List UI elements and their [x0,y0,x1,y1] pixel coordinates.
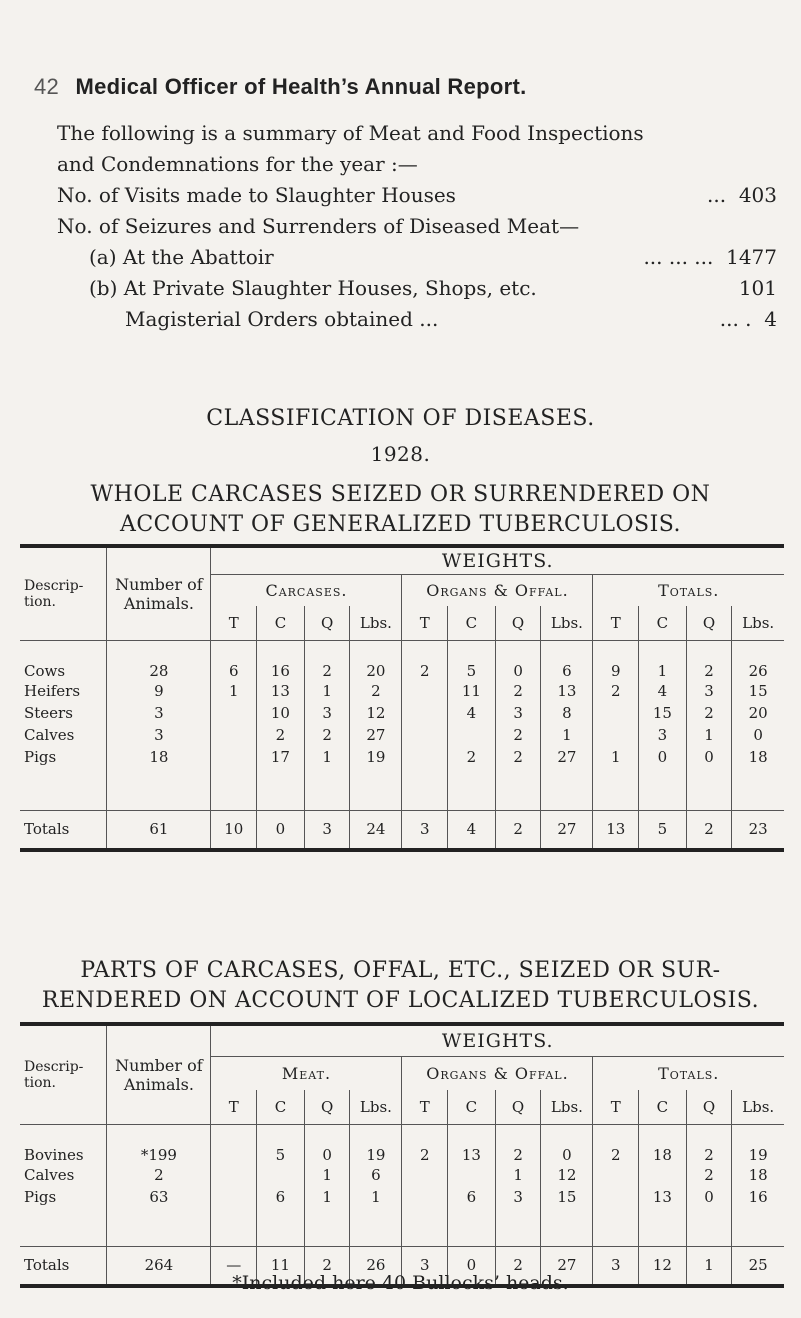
col-header-description: Descrip-tion. [24,577,84,610]
row-description: Bovines [24,1146,84,1164]
weight-cell [593,1164,639,1186]
weight-cell: 15 [732,680,784,702]
abattoir-label: (a) At the Abattoir [89,245,274,269]
unit-header: T [402,606,448,640]
table-row [20,680,784,702]
group-header-organs-offal: Organs & Offal. [402,574,593,606]
weight-cell: 2 [448,746,496,768]
row-description: Calves [24,1166,75,1184]
group-header-meat: Meat. [211,1056,402,1090]
weight-cell: 27 [541,746,593,768]
totals-weight-cell: 5 [639,810,687,850]
weight-cell: 2 [686,1164,732,1186]
weight-cell [211,1186,257,1208]
weight-cell: 5 [257,1124,305,1164]
weight-cell: 1 [304,1164,350,1186]
row-animal-count: 3 [107,724,211,746]
weight-cell: 2 [304,724,350,746]
col-header-weights: WEIGHTS. [211,1024,784,1056]
weight-cell [402,702,448,724]
row-description: Pigs [24,1188,57,1206]
weight-cell [211,702,257,724]
table-row [20,1124,784,1164]
weight-cell: 0 [304,1124,350,1164]
abattoir-row [57,242,777,273]
weight-cell: 2 [304,640,350,680]
classification-title: CLASSIFICATION OF DISEASES. [206,406,595,431]
unit-header: Lbs. [350,1090,402,1124]
row-animal-count: 18 [107,746,211,768]
unit-header: C [639,606,687,640]
weight-cell: 1 [593,746,639,768]
weight-cell: 2 [350,680,402,702]
unit-header: T [211,606,257,640]
row-description: Calves [24,726,75,744]
weight-cell: 26 [732,640,784,680]
table1-body [20,640,784,810]
table1-title-line2: ACCOUNT OF GENERALIZED TUBERCULOSIS. [119,512,682,537]
totals-weight-cell: 3 [304,810,350,850]
unit-header: Lbs. [732,606,784,640]
table2-body [20,1124,784,1246]
weight-cell [448,1164,496,1186]
private-label: (b) At Private Slaughter Houses, Shops, etc. [89,276,537,300]
weight-cell [593,1186,639,1208]
weight-cell: 6 [541,640,593,680]
weight-cell: 0 [495,640,541,680]
weight-cell: 2 [495,724,541,746]
weight-cell: 2 [593,680,639,702]
intro-line-2: and Condemnations for the year :— [57,152,418,176]
totals-weight-cell: 2 [686,810,732,850]
table-row [20,640,784,680]
orders-row [57,304,777,335]
weight-cell: 3 [495,702,541,724]
weight-cell [402,724,448,746]
weight-cell: 1 [350,1186,402,1208]
orders-value: 4 [764,307,777,331]
row-animal-count: 3 [107,702,211,724]
col-header-description: Descrip-tion. [24,1058,84,1091]
table-row [20,1186,784,1208]
weight-cell [593,702,639,724]
weight-cell: 0 [686,1186,732,1208]
totals-weight-cell: 24 [350,810,402,850]
row-animal-count: 28 [107,640,211,680]
totals-weight-cell: 10 [211,810,257,850]
weight-cell: 2 [495,746,541,768]
totals-weight-cell: 23 [732,810,784,850]
weight-cell: 2 [402,1124,448,1164]
weight-cell: 20 [350,640,402,680]
visits-label: No. of Visits made to Slaughter Houses [57,183,456,207]
report-title: Medical Officer of Health’s Annual Report. [75,74,527,99]
weight-cell: 16 [732,1186,784,1208]
weight-cell: 6 [257,1186,305,1208]
weight-cell: 16 [257,640,305,680]
weight-cell: 13 [448,1124,496,1164]
group-header-totals: Totals. [593,1056,784,1090]
weight-cell [639,1164,687,1186]
weight-cell: 2 [257,724,305,746]
private-value: 101 [738,276,777,300]
table-row [20,1164,784,1186]
weight-cell: 1 [304,1186,350,1208]
col-header-number: Number of Animals. [107,546,211,640]
abattoir-value: 1477 [726,245,777,269]
weight-cell: 6 [350,1164,402,1186]
weight-cell: 20 [732,702,784,724]
totals-weight-cell: 27 [541,810,593,850]
inspection-summary [57,118,777,335]
weight-cell: 19 [350,746,402,768]
unit-header: C [639,1090,687,1124]
unit-header: C [257,1090,305,1124]
unit-header: C [448,1090,496,1124]
weight-cell: 4 [639,680,687,702]
weight-cell: 2 [593,1124,639,1164]
weight-cell: 19 [350,1124,402,1164]
weight-cell: 0 [541,1124,593,1164]
row-description: Steers [24,704,73,722]
totals-weight-cell: 12 [639,1246,687,1286]
weight-cell: 1 [495,1164,541,1186]
row-animal-count: 2 [107,1164,211,1186]
totals-weight-cell: 0 [257,810,305,850]
weight-cell [211,746,257,768]
totals-weight-cell: 1 [686,1246,732,1286]
page-number: 42 [34,74,60,99]
totals-weight-cell: 2 [495,1246,541,1286]
weight-cell: 2 [686,1124,732,1164]
table-row [20,702,784,724]
totals-animal-count: 61 [107,810,211,850]
totals-weight-cell: 0 [448,1246,496,1286]
weight-cell [593,724,639,746]
table-row [20,746,784,768]
weight-cell: 0 [639,746,687,768]
weight-cell: 1 [304,680,350,702]
weight-cell [402,1186,448,1208]
generalized-tb-table [20,544,784,852]
col-header-number: Number of Animals. [107,1024,211,1124]
weight-cell: 8 [541,702,593,724]
weight-cell: 2 [402,640,448,680]
table2-title-line2: RENDERED ON ACCOUNT OF LOCALIZED TUBERCULOSIS. [41,988,760,1013]
totals-weight-cell: 3 [593,1246,639,1286]
spacer-row [20,1208,784,1246]
weight-cell: 1 [304,746,350,768]
weight-cell [211,1164,257,1186]
weight-cell: 2 [686,702,732,724]
table-row [20,724,784,746]
totals-weight-cell: 2 [495,810,541,850]
group-header-organs-offal: Organs & Offal. [402,1056,593,1090]
totals-row [20,810,784,850]
weight-cell [402,746,448,768]
unit-header: Lbs. [541,1090,593,1124]
weight-cell: 6 [211,640,257,680]
row-animal-count: *199 [107,1124,211,1164]
unit-header: Q [686,1090,732,1124]
totals-weight-cell: 25 [732,1246,784,1286]
row-description: Cows [24,662,66,680]
weight-cell: 18 [732,1164,784,1186]
totals-weight-cell: 27 [541,1246,593,1286]
weight-cell: 17 [257,746,305,768]
weight-cell: 1 [211,680,257,702]
weight-cell: 19 [732,1124,784,1164]
weight-cell [211,724,257,746]
table2-title-line1: PARTS OF CARCASES, OFFAL, ETC., SEIZED OR SUR- [80,958,721,983]
row-description: Pigs [24,748,57,766]
weight-cell: 15 [639,702,687,724]
weight-cell: 11 [448,680,496,702]
weight-cell: 13 [639,1186,687,1208]
weight-cell: 9 [593,640,639,680]
group-header-carcases: Carcases. [211,574,402,606]
orders-dots: ... . [719,307,752,331]
weight-cell: 1 [541,724,593,746]
row-description: Heifers [24,682,81,700]
weight-cell: 4 [448,702,496,724]
group-header-totals: Totals. [593,574,784,606]
footnote: *Included here 40 Bullocks’ heads. [232,1272,569,1294]
orders-label: Magisterial Orders obtained ... [125,307,439,331]
unit-header: Q [304,1090,350,1124]
weight-cell [448,724,496,746]
totals-label: Totals [24,1256,70,1275]
totals-weight-cell: 13 [593,810,639,850]
totals-animal-count: 264 [107,1246,211,1286]
weight-cell: 18 [732,746,784,768]
weight-cell: 0 [686,746,732,768]
spacer-row [20,768,784,810]
weight-cell: 12 [350,702,402,724]
unit-header: T [593,1090,639,1124]
unit-header: Q [495,606,541,640]
weight-cell: 12 [541,1164,593,1186]
weight-cell: 3 [304,702,350,724]
weight-cell: 2 [686,640,732,680]
weight-cell: 2 [495,1124,541,1164]
private-row [57,273,777,304]
unit-header: T [211,1090,257,1124]
col-header-weights: WEIGHTS. [211,546,784,574]
totals-weight-cell: 3 [402,1246,448,1286]
unit-header: Lbs. [732,1090,784,1124]
weight-cell: 3 [495,1186,541,1208]
unit-header: T [593,606,639,640]
totals-weight-cell: 3 [402,810,448,850]
abattoir-dots: ... ... ... [643,245,714,269]
totals-label: Totals [24,820,70,839]
visits-value: 403 [738,183,777,207]
unit-header: Q [686,606,732,640]
row-animal-count: 9 [107,680,211,702]
unit-header: T [402,1090,448,1124]
page-header [34,74,527,100]
totals-weight-cell: 26 [350,1246,402,1286]
weight-cell [257,1164,305,1186]
totals-weight-cell: 4 [448,810,496,850]
weight-cell [211,1124,257,1164]
totals-weight-cell: 2 [304,1246,350,1286]
weight-cell: 2 [495,680,541,702]
weight-cell: 5 [448,640,496,680]
weight-cell [402,1164,448,1186]
weight-cell: 13 [257,680,305,702]
weight-cell: 15 [541,1186,593,1208]
table1-title-line1: WHOLE CARCASES SEIZED OR SURRENDERED ON [90,482,711,507]
row-animal-count: 63 [107,1186,211,1208]
unit-header: C [448,606,496,640]
weight-cell: 10 [257,702,305,724]
visits-row [57,180,777,211]
weight-cell: 1 [686,724,732,746]
year-label: 1928. [370,442,431,466]
unit-header: Q [495,1090,541,1124]
unit-header: Lbs. [541,606,593,640]
weight-cell: 6 [448,1186,496,1208]
unit-header: C [257,606,305,640]
weight-cell: 0 [732,724,784,746]
weight-cell: 18 [639,1124,687,1164]
unit-header: Q [304,606,350,640]
intro-line-1: The following is a summary of Meat and Food Inspections [57,121,644,145]
seizures-label: No. of Seizures and Surrenders of Diseased Meat— [57,214,580,238]
visits-dots: ... [707,183,727,207]
totals-weight-cell: — [211,1246,257,1286]
weight-cell: 13 [541,680,593,702]
unit-header: Lbs. [350,606,402,640]
weight-cell: 27 [350,724,402,746]
localized-tb-table [20,1022,784,1288]
weight-cell: 1 [639,640,687,680]
totals-weight-cell: 11 [257,1246,305,1286]
weight-cell: 3 [686,680,732,702]
weight-cell [402,680,448,702]
weight-cell: 3 [639,724,687,746]
